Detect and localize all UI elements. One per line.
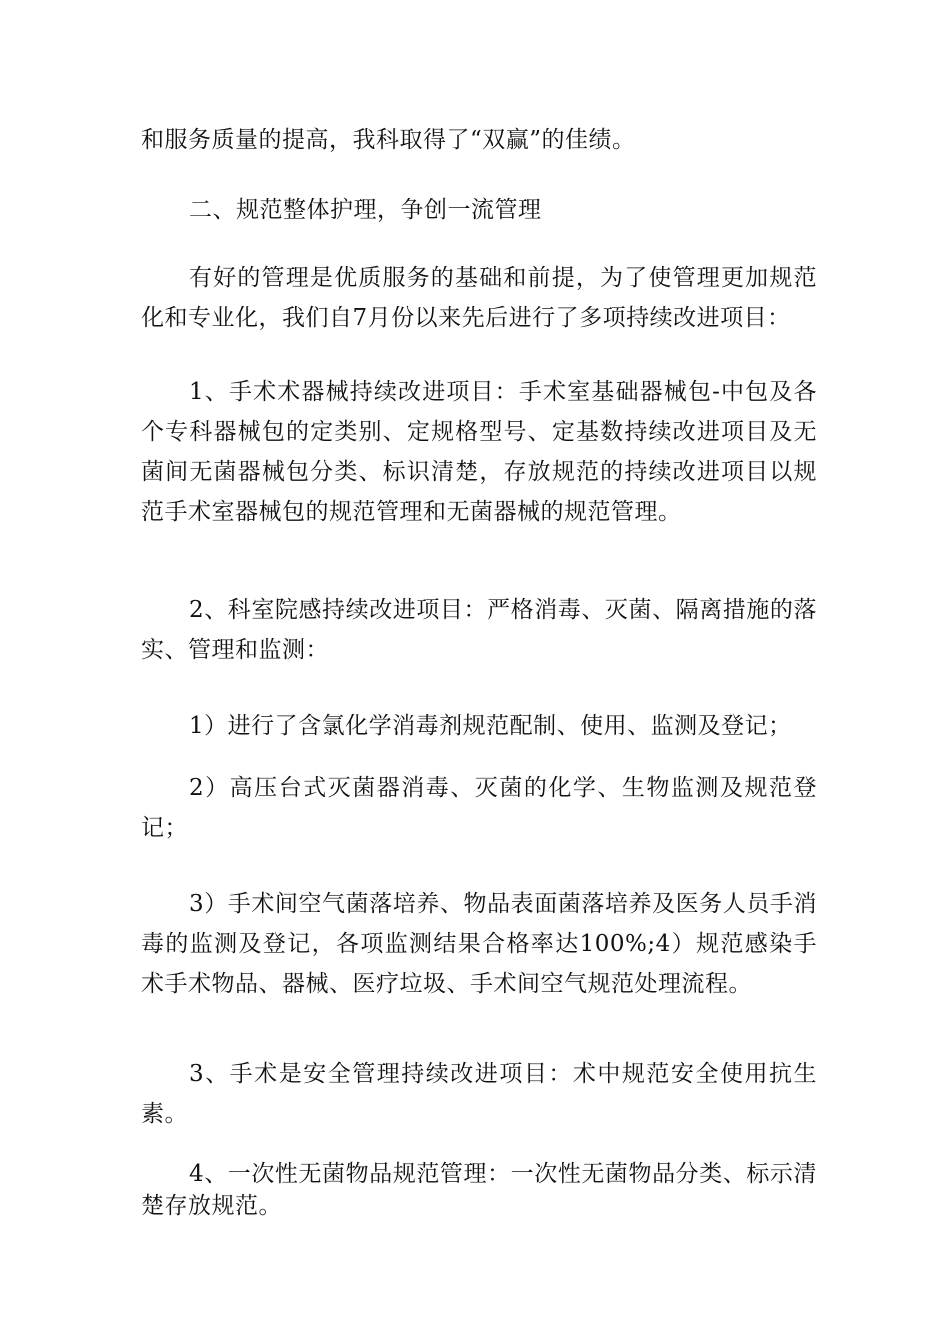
paragraph-item-2: 2、科室院感持续改进项目：严格消毒、灭菌、隔离措施的落实、管理和监测： [141,597,817,663]
paragraph-item-3: 3、手术是安全管理持续改进项目：术中规范安全使用抗生素。 [141,1061,817,1127]
paragraph-subitem-2: 2）高压台式灭菌器消毒、灭菌的化学、生物监测及规范登记； [141,775,817,841]
paragraph-item-1: 1、手术术器械持续改进项目：手术室基础器械包-中包及各个专科器械包的定类别、定规格型号、定基数持续改进项目及无菌间无菌器械包分类、标识清楚，存放规范的持续改进项目以规范手术室器械包的规范管理和无菌器械的规范管理。 [141,379,817,525]
paragraph-subitem-3: 3）手术间空气菌落培养、物品表面菌落培养及医务人员手消毒的监测及登记，各项监测结果合格率达100%;4）规范感染手术手术物品、器械、医疗垃圾、手术间空气规范处理流程。 [141,891,817,997]
paragraph-item-4: 4、一次性无菌物品规范管理：一次性无菌物品分类、标示清楚存放规范。 [141,1161,817,1219]
paragraph-subitem-1: 1）进行了含氯化学消毒剂规范配制、使用、监测及登记； [189,713,792,739]
paragraph-intro: 有好的管理是优质服务的基础和前提，为了使管理更加规范化和专业化，我们自7月份以来先后进行了多项持续改进项目： [141,265,817,331]
section-heading: 二、规范整体护理，争创一流管理 [189,197,542,223]
paragraph-continuation: 和服务质量的提高，我科取得了“双赢”的佳绩。 [141,127,636,153]
